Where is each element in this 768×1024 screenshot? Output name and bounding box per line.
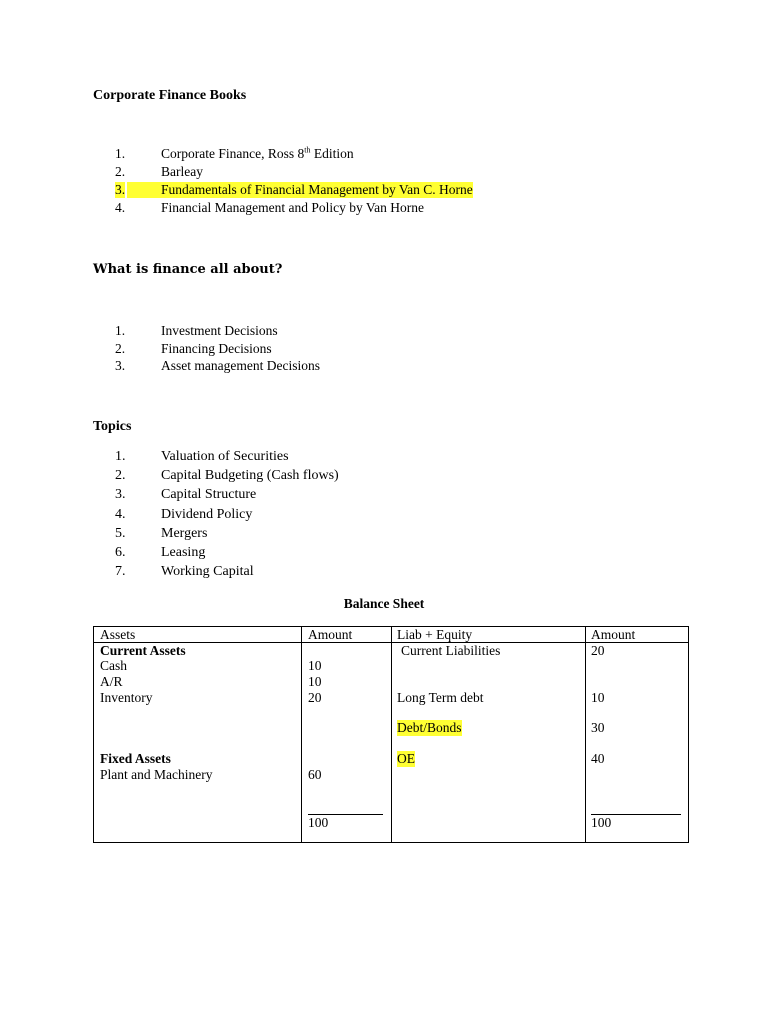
oe-amount: 40: [591, 751, 605, 766]
list-number: 6.: [115, 544, 126, 560]
list-number: 1.: [115, 449, 126, 464]
oe-label: OE: [397, 751, 415, 766]
debt-bonds-amount: 30: [591, 720, 605, 735]
decisions-list: [115, 323, 415, 376]
books-list: [115, 146, 535, 218]
cash-label: Cash: [100, 658, 127, 673]
balance-sheet-title: Balance Sheet: [343, 596, 425, 611]
list-text: Capital Structure: [161, 487, 257, 503]
list-number: 2.: [115, 164, 126, 179]
long-term-debt-amount: 10: [591, 690, 605, 705]
list-item: [115, 200, 535, 218]
current-assets-label: Current Assets: [100, 643, 186, 658]
current-liabilities-label: Current Liabilities: [401, 643, 501, 658]
list-text: Corporate Finance, Ross 8th Edition: [161, 145, 354, 161]
list-text: Investment Decisions: [161, 323, 278, 338]
list-item: [115, 487, 415, 506]
list-item: [115, 526, 415, 545]
list-text: Barleay: [161, 164, 203, 179]
topics-list: [115, 449, 415, 583]
table-border-right: [688, 626, 689, 843]
list-item: [115, 507, 415, 526]
list-item-highlighted: [115, 182, 535, 200]
list-item: [115, 341, 415, 359]
list-item: [115, 358, 415, 376]
ar-amount: 10: [308, 674, 322, 689]
fixed-assets-label: Fixed Assets: [100, 751, 171, 766]
table-col-divider: [301, 626, 302, 843]
list-text: Financial Management and Policy by Van Horne: [161, 200, 424, 215]
list-number: 2.: [115, 468, 126, 484]
list-text: Capital Budgeting (Cash flows): [161, 468, 339, 484]
inventory-amount: 20: [308, 690, 322, 705]
list-text: Fundamentals of Financial Management by Van C. Horne: [161, 182, 473, 197]
list-item: [115, 545, 415, 564]
long-term-debt-label: Long Term debt: [397, 690, 484, 705]
list-number: 3.: [115, 182, 126, 197]
list-item: [115, 164, 535, 182]
liab-total: 100: [591, 815, 612, 830]
list-number: 5.: [115, 525, 126, 541]
plant-label: Plant and Machinery: [100, 767, 213, 782]
list-text: Dividend Policy: [161, 506, 253, 522]
list-item: [115, 449, 415, 468]
list-number: 3.: [115, 487, 126, 503]
table-border-left: [93, 626, 94, 843]
current-liabilities-amount: 20: [591, 643, 605, 658]
list-item: [115, 468, 415, 487]
header-amount: Amount: [591, 627, 636, 642]
ar-label: A/R: [100, 674, 123, 689]
debt-bonds-label: Debt/Bonds: [397, 720, 462, 735]
table-col-divider: [585, 626, 586, 843]
list-number: 2.: [115, 340, 126, 356]
highlight-gap: [127, 182, 161, 198]
list-item: [115, 323, 415, 341]
cash-amount: 10: [308, 658, 322, 673]
list-text: Valuation of Securities: [161, 449, 289, 464]
table-col-divider: [391, 626, 392, 843]
header-assets: Assets: [100, 627, 136, 642]
header-amount: Amount: [308, 627, 353, 642]
list-text: Financing Decisions: [161, 340, 272, 356]
heading-corporate-finance-books: Corporate Finance Books: [93, 88, 247, 103]
list-text: Leasing: [161, 544, 206, 560]
list-text: Asset management Decisions: [161, 358, 320, 374]
list-text: Working Capital: [161, 564, 254, 580]
heading-finance-about: What is finance all about?: [93, 262, 283, 277]
inventory-label: Inventory: [100, 690, 153, 705]
list-number: 1.: [115, 323, 126, 338]
list-text: Mergers: [161, 525, 208, 541]
list-number: 4.: [115, 506, 126, 522]
list-number: 7.: [115, 564, 126, 580]
list-number: 3.: [115, 358, 126, 374]
heading-topics: Topics: [93, 419, 132, 434]
header-liab-equity: Liab + Equity: [397, 627, 473, 642]
assets-total: 100: [308, 815, 329, 830]
list-item: [115, 564, 415, 583]
list-number: 4.: [115, 200, 126, 215]
plant-amount: 60: [308, 767, 322, 782]
list-number: 1.: [115, 146, 126, 161]
list-item: [115, 146, 535, 164]
